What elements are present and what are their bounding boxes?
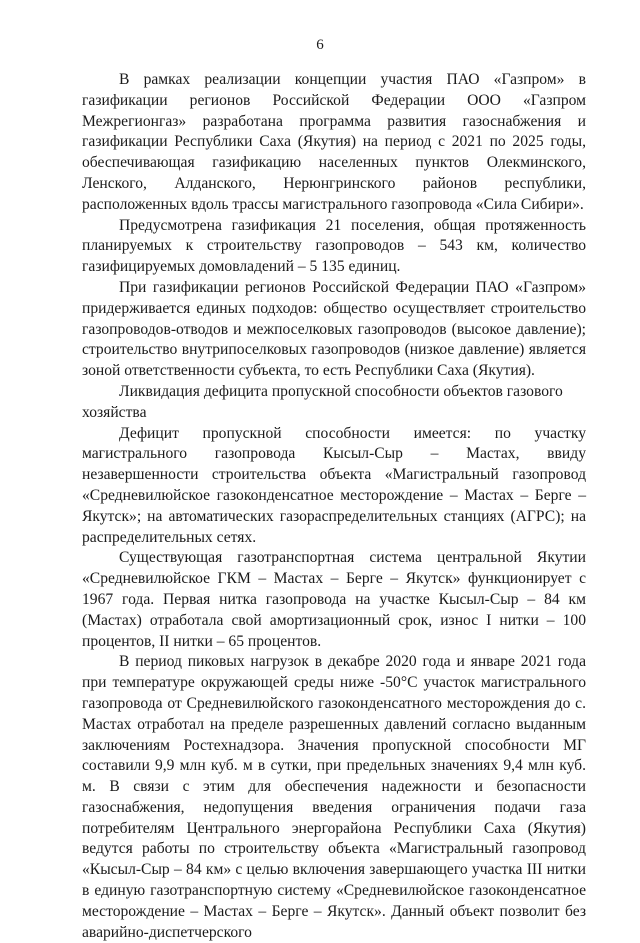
paragraph-capacity-deficit: Дефицит пропускной способности имеется: по участку магистрального газопровода Кысыл-Сыр – Мастах, ввиду незавершенности строительства объекта «Магистральный газопровод «Средневилюйское газоконденсатное месторождение – Мастах – Берге – Якутск»; на автоматических газораспределительных станциях (АГРС); на распределительных сетях. xyxy=(82,424,586,546)
paragraph-peak-loads: В период пиковых нагрузок в декабре 2020 года и январе 2021 года при температуре окружающей среды ниже -50°С участок магистрального газопровода от Средневилюйского газоконденсатного месторождения до с. Мастах отработал на пределе разрешенных давлений согласно выданным заключениям Ростехнадзора. Значения пропускной способности МГ составили 9,9 млн куб. м в сутки, при предельных значениях 9,4 млн куб. м. В связи с этим для обеспечения надежности и безопасности газоснабжения, недопущения введения ограничения подачи газа потребителям Центрального энергорайона Республики Саха (Якутия) ведутся работы по строительству объекта «Магистральный газопровод «Кысыл-Сыр – 84 км» с целью включения завершающего участка III нитки в единую газотранспортную систему «Средневилюйское газоконденсатное месторождение – Мастах – Берге – Якутск». Данный объект позволит без аварийно-диспетчерского xyxy=(82,653,586,941)
paragraph-gasification-program: В рамках реализации концепции участия ПАО «Газпром» в газификации регионов Российской Федерации ООО «Газпром Межрегионгаз» разработана программа развития газоснабжения и газификации Республики Саха (Якутия) на период с 2021 по 2025 годы, обеспечивающая газификацию населенных пунктов Олекминского, Ленского, Алданского, Нерюнгринского районов республики, расположенных вдоль трассы магистрального газопровода «Сила Сибири». xyxy=(82,71,586,213)
paragraph-gasification-scope: Предусмотрена газификация 21 поселения, общая протяженность планируемых к строительству газопроводов – 543 км, количество газифицируемых домовладений – 5 135 единиц. xyxy=(82,216,586,276)
document-body xyxy=(82,70,586,943)
paragraph-existing-system: Существующая газотранспортная система центральной Якутии «Средневилюйское ГКМ – Мастах – Берге – Якутск» функционирует с 1967 года. Первая нитка газопровода на участке Кысыл-Сыр – 84 км (Мастах) отработала свой амортизационный срок, износ I нитки – 100 процентов, II нитки – 65 процентов. xyxy=(82,549,586,650)
paragraph-gasification-approach: При газификации регионов Российской Федерации ПАО «Газпром» придерживается единых подходов: общество осуществляет строительство газопроводов-отводов и межпоселковых газопроводов (высокое давление); строительство внутрипоселковых газопроводов (низкое давление) является зоной ответственности субъекта, то есть Республики Саха (Якутия). xyxy=(82,278,586,380)
section-heading-capacity-deficit: Ликвидация дефицита пропускной способности объектов газового хозяйства xyxy=(82,382,563,421)
page-number: 6 xyxy=(316,37,324,53)
